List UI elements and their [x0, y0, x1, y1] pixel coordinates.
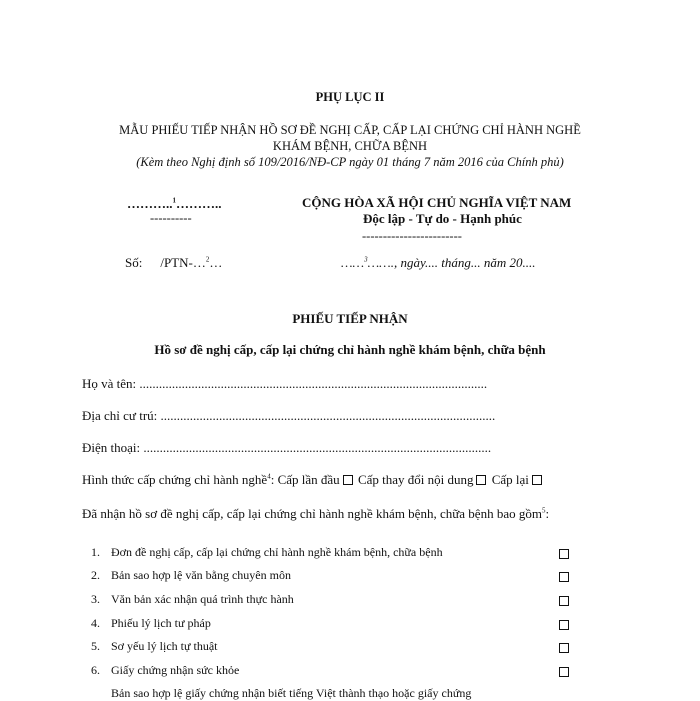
- place-date-line: ……$^3$……., ngày.... tháng... năm 20....: [341, 255, 536, 270]
- organization-name: ………..$^1$………..: [127, 196, 222, 211]
- receipt-number: Số: /PTN-…$^2$…: [125, 255, 223, 270]
- first-issue-checkbox[interactable]: [343, 475, 353, 485]
- issuance-type-row: Hình thức cấp chứng chỉ hành nghề$^4$: Cấp lần đầu Cấp thay đổi nội dung Cấp lại: [82, 472, 544, 488]
- document-checkbox[interactable]: [559, 667, 569, 677]
- issuance-option-reissue: Cấp lại: [491, 472, 529, 487]
- content-change-checkbox[interactable]: [476, 475, 486, 485]
- country-name: CỘNG HÒA XÃ HỘI CHỦ NGHĨA VIỆT NAM: [302, 195, 572, 210]
- phone-field: Điện thoại: ...........................................................................................................: [82, 440, 492, 455]
- document-item: 1. Đơn đề nghị cấp, cấp lại chứng chỉ hành nghề khám bệnh, chữa bệnh: [91, 545, 443, 559]
- address-field: Địa chỉ cư trú: .......................................................................................................: [82, 408, 496, 423]
- document-item: 4. Phiếu lý lịch tư pháp: [91, 616, 211, 630]
- receipt-subtitle: Hồ sơ đề nghị cấp, cấp lại chứng chỉ hành nghề khám bệnh, chữa bệnh: [154, 342, 546, 357]
- document-item-partial: Bản sao hợp lệ giấy chứng nhận biết tiếng Việt thành thạo hoặc giấy chứng: [111, 686, 472, 700]
- organization-rule: ----------: [150, 211, 192, 225]
- form-title-line-1: MẪU PHIẾU TIẾP NHẬN HỒ SƠ ĐỀ NGHỊ CẤP, CẤP LẠI CHỨNG CHỈ HÀNH NGHỀ: [119, 123, 581, 137]
- document-checkbox[interactable]: [559, 620, 569, 630]
- document-item: 2. Bản sao hợp lệ văn bằng chuyên môn: [91, 568, 291, 582]
- name-field: Họ và tên: ...........................................................................................................: [82, 376, 488, 391]
- document-item: 3. Văn bản xác nhận quá trình thực hành: [91, 592, 294, 606]
- issuance-option-change: Cấp thay đổi nội dung: [357, 472, 474, 487]
- document-checkbox[interactable]: [559, 643, 569, 653]
- document-checkbox[interactable]: [559, 549, 569, 559]
- receipt-title: PHIẾU TIẾP NHẬN: [292, 311, 408, 326]
- reissue-checkbox[interactable]: [532, 475, 542, 485]
- document-item: 5. Sơ yếu lý lịch tự thuật: [91, 639, 218, 653]
- received-statement: Đã nhận hồ sơ đề nghị cấp, cấp lại chứng chỉ hành nghề khám bệnh, chữa bệnh bao gồm$^5$:: [82, 506, 550, 521]
- appendix-title: PHỤ LỤC II: [315, 90, 385, 104]
- form-title-line-2: KHÁM BỆNH, CHỮA BỆNH: [272, 139, 428, 153]
- issuance-option-first: Cấp lần đầu: [277, 472, 340, 487]
- document-item: 6. Giấy chứng nhận sức khỏe: [91, 663, 240, 677]
- document-checkbox[interactable]: [559, 572, 569, 582]
- document-checkbox[interactable]: [559, 596, 569, 606]
- national-motto: Độc lập - Tự do - Hạnh phúc: [363, 211, 522, 226]
- motto-rule: ------------------------: [362, 229, 462, 243]
- decree-note: (Kèm theo Nghị định số 109/2016/NĐ-CP ngày 01 tháng 7 năm 2016 của Chính phủ): [136, 155, 564, 169]
